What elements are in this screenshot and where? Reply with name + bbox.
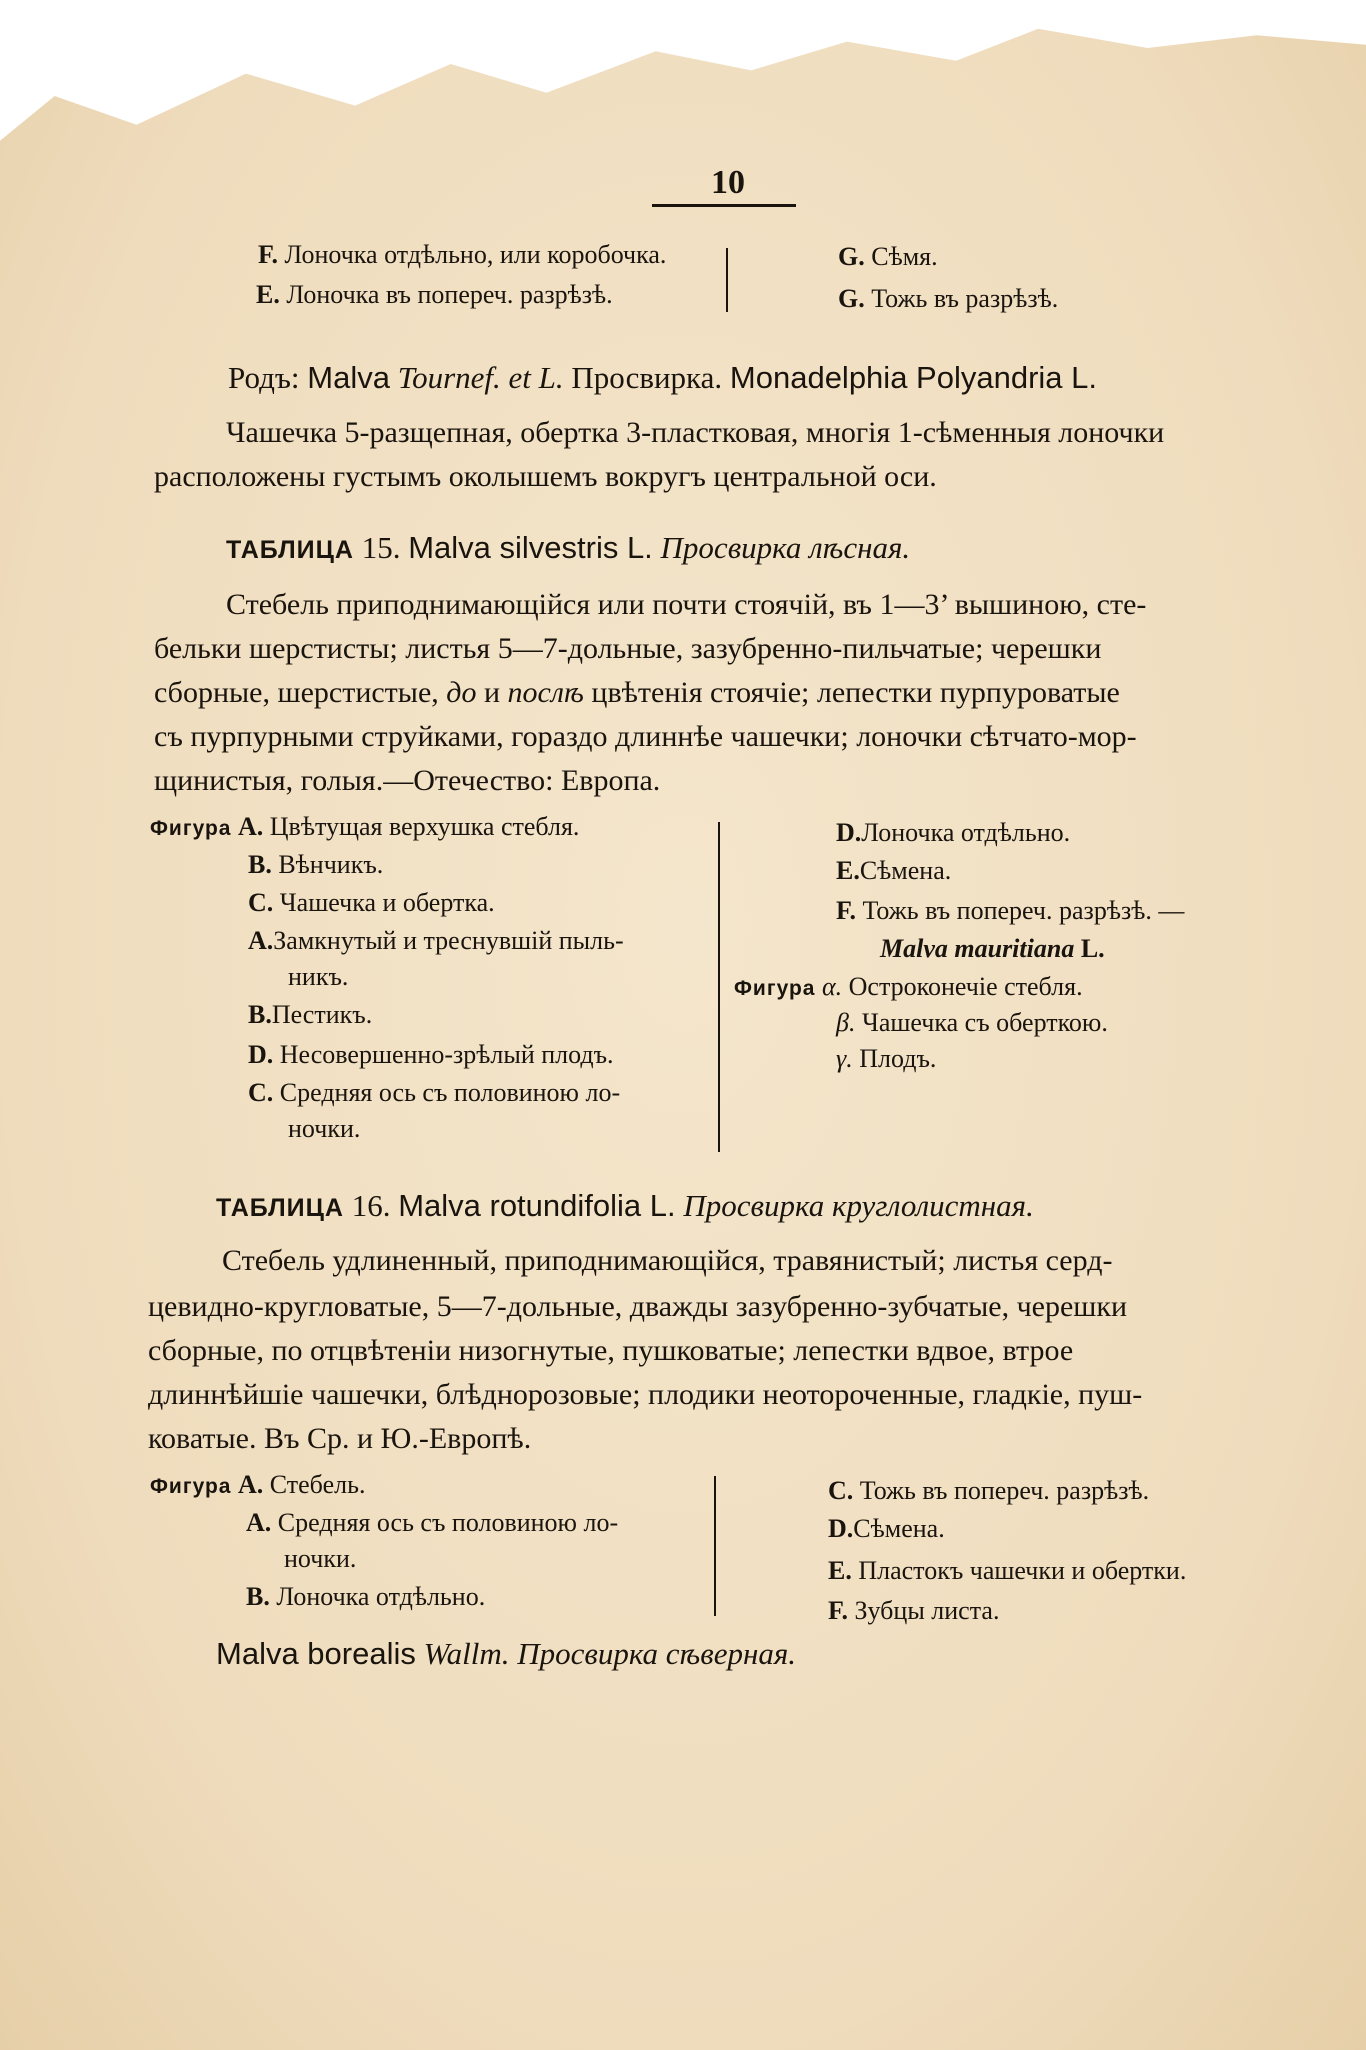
table-label: ТАБЛИЦА (216, 1194, 344, 1222)
item-text: ночки. (284, 1544, 357, 1573)
t16-fig-right-4 (828, 1596, 999, 1626)
item-text: Тожь въ попереч. разрѣзѣ. (853, 1476, 1150, 1505)
column-divider (718, 822, 720, 1152)
genus-prefix: Родъ: (228, 360, 308, 395)
table-latin-name: Malva rotundifolia L. (398, 1188, 676, 1223)
t15-fig-left-7 (248, 1040, 614, 1070)
item-letter: B. (246, 1582, 270, 1611)
t16-fig-left-3 (284, 1544, 356, 1574)
top-list-left-1 (258, 240, 666, 270)
closing-authority: Wallm. (415, 1636, 510, 1671)
item-text: Malva mauritiana (880, 934, 1075, 963)
t15-fig-left-3 (248, 888, 495, 918)
item-letter: C. (828, 1476, 854, 1505)
genus-desc-line-2: расположены густымъ околышемъ вокругъ центральной оси. (154, 460, 937, 493)
genus-desc-line-1: Чашечка 5-разщепная, обертка 3-пластковая, многія 1-сѣменныя лоночки (226, 416, 1165, 449)
table-15-heading (226, 530, 910, 566)
top-list-left-2 (256, 280, 613, 310)
figure-label: Фигура (150, 817, 232, 840)
t15-fig-right-1 (836, 818, 1070, 848)
item-letter: E. (828, 1556, 852, 1585)
table-15-desc-3 (154, 676, 1120, 710)
item-text: Цвѣтущая верхушка стебля. (263, 812, 580, 841)
page-number-rule (652, 204, 796, 207)
figure-label: Фигура (150, 1475, 232, 1498)
item-letter: α. (822, 972, 843, 1001)
t16-fig-right-2 (828, 1514, 945, 1544)
item-letter: D. (836, 818, 862, 847)
item-letter: D. (828, 1514, 854, 1543)
column-divider (726, 248, 728, 312)
item-letter: F. (828, 1596, 848, 1625)
item-text: Остроконечіе стебля. (842, 972, 1083, 1001)
item-letter: C. (248, 888, 274, 917)
table-15-desc-5: щинистыя, голыя.—Отечество: Европа. (154, 764, 661, 797)
item-letter: γ. (836, 1044, 853, 1073)
desc-italic: послѣ (500, 676, 592, 709)
table-16-desc-3: сборные, по отцвѣтеніи низогнутые, пушковатые; лепестки вдвое, втрое (148, 1334, 1074, 1367)
top-list-right-2 (838, 284, 1058, 314)
item-text: Несовершенно-зрѣлый плодъ. (273, 1040, 614, 1069)
item-letter: F. (258, 240, 278, 269)
item-letter: F. (836, 896, 856, 925)
t16-fig-right-3 (828, 1556, 1186, 1586)
item-text: Сѣмена. (853, 1514, 945, 1543)
item-text: Плодъ. (852, 1044, 937, 1073)
t15-fig-left-9 (288, 1114, 360, 1144)
item-text: Стебель. (263, 1470, 366, 1499)
genus-class: Monadelphia Polyandria L. (729, 360, 1097, 395)
t16-fig-right-1 (828, 1476, 1149, 1506)
table-16-desc-5: коватые. Въ Ср. и Ю.-Европѣ. (148, 1422, 532, 1455)
item-text: Вѣнчикъ. (271, 850, 384, 879)
figure-label: Фигура (734, 977, 816, 1000)
column-divider (714, 1476, 716, 1616)
table-16-desc-1: Стебель удлиненный, приподнимающійся, травянистый; листья серд- (222, 1244, 1113, 1277)
item-letter: E. (256, 280, 280, 309)
t16-fig-left-2 (246, 1508, 618, 1538)
item-text: Средняя ось съ половиною ло- (271, 1508, 619, 1537)
item-text: Чашечка и обертка. (273, 888, 495, 917)
t15-fig-right-6 (836, 1008, 1108, 1038)
desc-italic: до (438, 676, 484, 709)
t15-fig-right-3 (836, 896, 1184, 926)
table-16-heading (216, 1188, 1034, 1224)
genus-name: Malva (307, 360, 390, 395)
t15-fig-left-1 (150, 812, 579, 842)
item-suffix: L. (1074, 934, 1105, 963)
item-text: Лоночка въ попереч. разрѣзѣ. (279, 280, 613, 309)
item-letter: D. (248, 1040, 274, 1069)
table-number: 16. (343, 1188, 399, 1223)
item-text: Чашечка съ оберткою. (855, 1008, 1108, 1037)
item-text: Лоночка отдѣльно, или коробочка. (278, 240, 667, 269)
item-letter: A. (238, 1470, 264, 1499)
item-text: Тожь въ попереч. разрѣзѣ. — (856, 896, 1185, 925)
item-text: Лоночка отдѣльно. (269, 1582, 486, 1611)
item-letter: G. (838, 284, 865, 313)
table-latin-name: Malva silvestris L. (408, 530, 653, 565)
genus-common-name: Просвирка. (563, 360, 730, 395)
item-text: Лоночка отдѣльно. (861, 818, 1071, 847)
closing-russian-name: Просвирка сѣверная. (509, 1636, 796, 1671)
t15-fig-left-8 (248, 1078, 620, 1108)
page-number: 10 (711, 164, 745, 201)
item-letter: B. (248, 1000, 272, 1029)
item-letter: B. (248, 850, 272, 879)
t15-fig-left-2 (248, 850, 383, 880)
table-number: 15. (353, 530, 409, 565)
t15-fig-right-7 (836, 1044, 936, 1074)
t15-fig-left-4 (248, 926, 624, 956)
item-letter: A. (248, 926, 274, 955)
item-text: Замкнутый и треснувшій пыль- (273, 926, 624, 955)
item-text: Тожь въ разрѣзѣ. (864, 284, 1059, 313)
item-text: Пестикъ. (271, 1000, 373, 1029)
t16-fig-left-4 (246, 1582, 485, 1612)
t15-fig-left-6 (248, 1000, 372, 1030)
t15-fig-left-5 (288, 962, 348, 992)
table-15-desc-4: съ пурпурными струйками, гораздо длиннѣе чашечки; лоночки сѣтчато-мор- (154, 720, 1137, 753)
table-russian-name: Просвирка лѣсная. (652, 530, 911, 565)
desc-part: цвѣтенія стоячіе; лепестки пурпуроватые (591, 676, 1120, 709)
table-15-desc-1: Стебель приподнимающійся или почти стоячій, въ 1—3’ вышиною, сте- (226, 588, 1147, 621)
item-text: Зубцы листа. (848, 1596, 1000, 1625)
closing-line (216, 1636, 796, 1672)
item-letter: C. (248, 1078, 274, 1107)
item-text: Сѣмя. (864, 242, 938, 271)
t16-fig-left-1 (150, 1470, 365, 1500)
closing-latin-name: Malva borealis (216, 1636, 416, 1671)
item-text: Пластокъ чашечки и обертки. (851, 1556, 1187, 1585)
t15-fig-right-2 (836, 856, 951, 886)
genus-heading (228, 360, 1097, 396)
table-label: ТАБЛИЦА (226, 536, 354, 564)
table-15-desc-2: бельки шерстисты; листья 5—7-дольные, зазубренно-пильчатые; черешки (154, 632, 1102, 665)
desc-part: сборные, шерстистые, (154, 676, 439, 709)
genus-authority: Tournef. et L. (389, 360, 564, 395)
t15-fig-right-5 (734, 972, 1083, 1002)
desc-part: и (483, 676, 501, 709)
table-16-desc-4: длиннѣйшіе чашечки, блѣднорозовые; плодики неотороченные, гладкіе, пуш- (148, 1378, 1143, 1411)
item-letter: E. (836, 856, 860, 885)
item-text: Сѣмена. (859, 856, 952, 885)
item-letter: G. (838, 242, 865, 271)
item-letter: A. (246, 1508, 272, 1537)
t15-fig-right-4 (880, 934, 1105, 964)
top-list-right-1 (838, 242, 938, 272)
item-letter: A. (238, 812, 264, 841)
table-16-desc-2: цевидно-кругловатые, 5—7-дольные, дважды зазубренно-зубчатые, черешки (148, 1290, 1128, 1323)
table-russian-name: Просвирка круглолистная. (675, 1188, 1034, 1223)
item-text: ночки. (288, 1114, 361, 1143)
item-letter: β. (836, 1008, 856, 1037)
item-text: Средняя ось съ половиною ло- (273, 1078, 621, 1107)
item-text: никъ. (288, 962, 349, 991)
